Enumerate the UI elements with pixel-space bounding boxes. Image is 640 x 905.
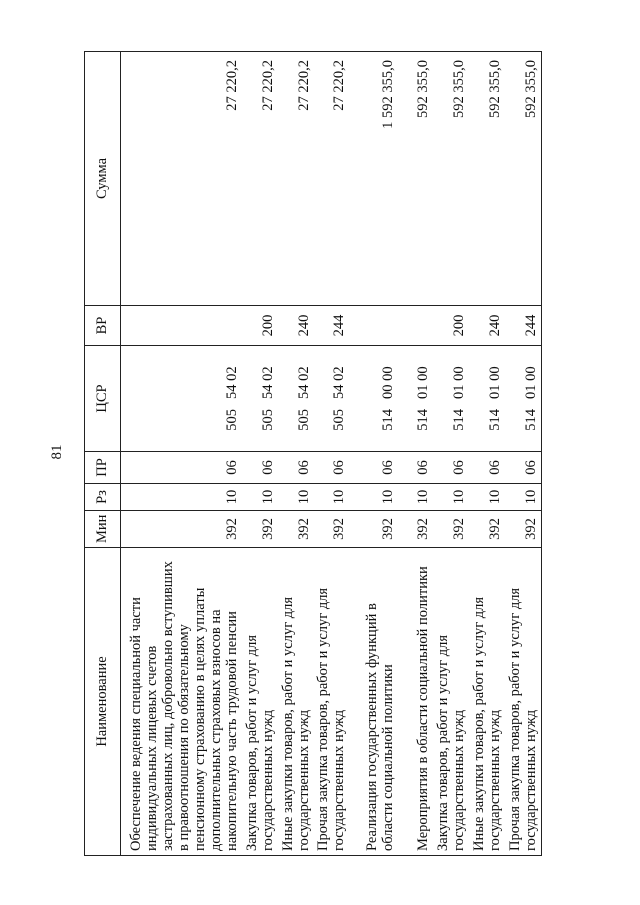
csr-part: 505 [259, 408, 276, 431]
cell-rz: 10 [121, 484, 242, 511]
cell-pr: 06 [505, 452, 542, 484]
cell-csr [433, 346, 469, 452]
csr-part: 514 [486, 408, 503, 431]
header-name: Наименование [85, 548, 121, 856]
cell-min: 392 [469, 511, 505, 548]
cell-min: 392 [121, 511, 242, 548]
csr-part: 01 00 [523, 366, 539, 399]
cell-pr: 06 [398, 452, 433, 484]
cell-vr: 244 [314, 306, 350, 346]
csr-part: 54 02 [295, 366, 312, 399]
cell-vr [121, 306, 242, 346]
cell-rz: 10 [242, 484, 278, 511]
header-vr: ВР [85, 306, 121, 346]
cell-min: 392 [314, 511, 350, 548]
cell-pr: 06 [469, 452, 505, 484]
cell-vr: 240 [278, 306, 314, 346]
cell-sum: 1 592 355,0 [349, 52, 398, 306]
cell-sum: 27 220,2 [121, 52, 242, 306]
cell-name: Прочая закупка товаров, работ и услуг для государственных нужд [314, 548, 350, 856]
cell-pr: 06 [278, 452, 314, 484]
csr-part: 514 [380, 408, 397, 431]
cell-min: 392 [505, 511, 542, 548]
cell-pr: 06 [433, 452, 469, 484]
cell-pr: 06 [349, 452, 398, 484]
cell-name: Реализация государственных функций в области социальной политики [349, 548, 398, 856]
csr-part: 54 02 [259, 366, 276, 399]
table-row [469, 52, 505, 856]
cell-vr [349, 306, 398, 346]
cell-sum: 592 355,0 [433, 52, 469, 306]
cell-min: 392 [278, 511, 314, 548]
cell-rz: 10 [278, 484, 314, 511]
cell-vr: 200 [242, 306, 278, 346]
page-number: 81 [49, 444, 65, 460]
csr-part: 00 00 [380, 366, 397, 399]
header-sum: Сумма [85, 52, 121, 306]
header-rz: Рз [85, 484, 121, 511]
cell-rz: 10 [349, 484, 398, 511]
table-row [398, 52, 433, 856]
cell-vr [398, 306, 433, 346]
cell-sum: 27 220,2 [314, 52, 350, 306]
cell-name: Прочая закупка товаров, работ и услуг для государственных нужд [505, 548, 542, 856]
csr-part: 505 [295, 408, 312, 431]
cell-csr [278, 346, 314, 452]
cell-min: 392 [398, 511, 433, 548]
csr-part: 514 [450, 408, 467, 431]
cell-rz: 10 [433, 484, 469, 511]
cell-pr: 06 [242, 452, 278, 484]
cell-vr: 240 [469, 306, 505, 346]
table-row [349, 52, 398, 856]
csr-part: 54 02 [223, 366, 240, 399]
cell-csr [349, 346, 398, 452]
csr-part: 514 [415, 408, 432, 431]
cell-vr: 244 [505, 306, 542, 346]
cell-rz: 10 [505, 484, 542, 511]
cell-sum: 27 220,2 [278, 52, 314, 306]
csr-part: 01 00 [415, 366, 432, 399]
csr-part: 514 [523, 408, 539, 431]
table-row [314, 52, 350, 856]
cell-sum: 27 220,2 [242, 52, 278, 306]
cell-rz: 10 [398, 484, 433, 511]
cell-min: 392 [349, 511, 398, 548]
cell-min: 392 [242, 511, 278, 548]
header-pr: ПР [85, 452, 121, 484]
table-row [433, 52, 469, 856]
cell-pr: 06 [121, 452, 242, 484]
cell-sum: 592 355,0 [505, 52, 542, 306]
cell-sum: 592 355,0 [469, 52, 505, 306]
cell-min: 392 [433, 511, 469, 548]
csr-part: 505 [331, 408, 348, 431]
header-csr: ЦСР [85, 346, 121, 452]
cell-csr [121, 346, 242, 452]
header-min: Мин [85, 511, 121, 548]
cell-pr: 06 [314, 452, 350, 484]
table-header-row [85, 52, 121, 856]
cell-csr [505, 346, 542, 452]
table-row [121, 52, 242, 856]
budget-table [84, 51, 542, 856]
cell-csr [469, 346, 505, 452]
cell-name: Закупка товаров, работ и услуг для государственных нужд [242, 548, 278, 856]
cell-name: Закупка товаров, работ и услуг для государственных нужд [433, 548, 469, 856]
cell-csr [242, 346, 278, 452]
table-row [278, 52, 314, 856]
cell-name: Обеспечение ведения специальной части индивидуальных лицевых счетов застрахованных лиц, добровольно вступивших в правоотношения по обязательному пенсионному страхованию в целях уплаты дополнительных страховых взносов на накопительную часть трудовой пенсии [121, 548, 242, 856]
cell-sum: 592 355,0 [398, 52, 433, 306]
csr-part: 01 00 [450, 366, 467, 399]
cell-csr [314, 346, 350, 452]
cell-name: Иные закупки товаров, работ и услуг для государственных нужд [278, 548, 314, 856]
cell-csr [398, 346, 433, 452]
csr-part: 01 00 [486, 366, 503, 399]
table-row [242, 52, 278, 856]
table-row [505, 52, 542, 856]
cell-name: Иные закупки товаров, работ и услуг для государственных нужд [469, 548, 505, 856]
cell-rz: 10 [314, 484, 350, 511]
csr-part: 505 [223, 408, 240, 431]
cell-vr: 200 [433, 306, 469, 346]
csr-part: 54 02 [331, 366, 348, 399]
cell-name: Мероприятия в области социальной политики [398, 548, 433, 856]
cell-rz: 10 [469, 484, 505, 511]
